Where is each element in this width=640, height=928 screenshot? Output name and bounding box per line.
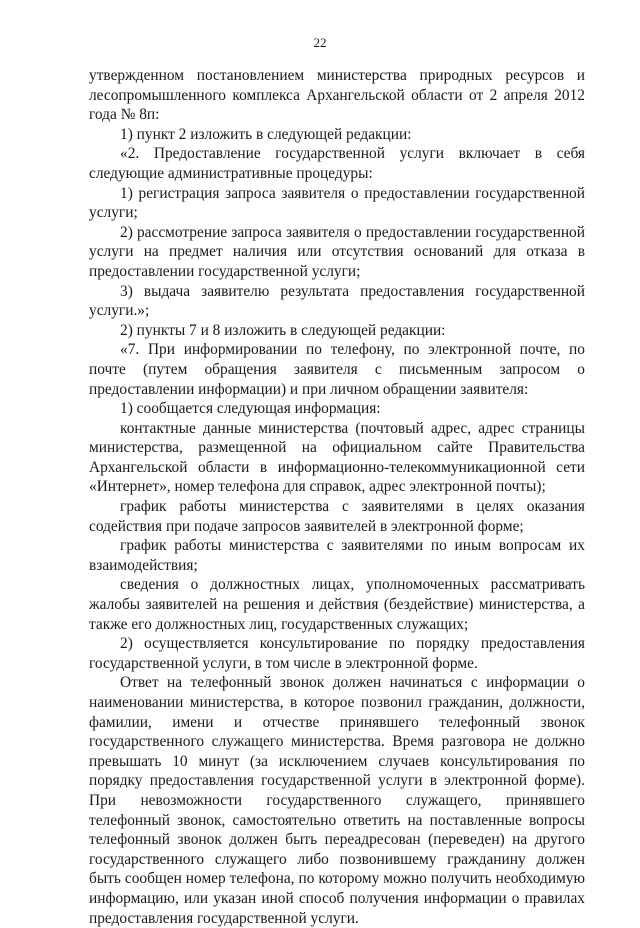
- paragraph-officials-info: сведения о должностных лицах, уполномоченных рассматривать жалобы заявителей на решения и действия (бездействие) министерства, а также его должностных лиц, государственных служащих;: [89, 576, 585, 633]
- paragraph-procedure-3: 3) выдача заявителю результата предоставления государственной услуги.»;: [89, 282, 585, 320]
- paragraph-phone-answer: Ответ на телефонный звонок должен начинаться с информации о наименовании министерства, в которое позвонил гражданин, должности, фамилии, имени и отчестве принявшего телефонный звонок государственного служащего министерства. Время разговора не должно превышать 10 минут (за исключением случаев консультирования по порядку предоставления государственной услуги в электронной форме). При невозможности государственного служащего, принявшего телефонный звонок, самостоятельно ответить на поставленные вопросы телефонный звонок должен быть переадресован (переведен) на другого государственного служащего либо позвонившему гражданину должен быть сообщен номер телефона, по которому можно получить необходимую информацию, или указан иной способ получения информации о правилах предоставления государственной услуги.: [89, 674, 585, 927]
- page-number: 22: [313, 35, 327, 50]
- paragraph-info-list-intro: 1) сообщается следующая информация:: [120, 400, 381, 418]
- paragraph-clause-7: «7. При информировании по телефону, по электронной почте, по почте (путем обращения заявителя с письменным запросом о предоставлении информации) и при личном обращении заявителя:: [89, 341, 585, 398]
- paragraph-procedure-1: 1) регистрация запроса заявителя о предоставлении государственной услуги;: [89, 184, 585, 222]
- paragraph-item-1-point-2: 1) пункт 2 изложить в следующей редакции:: [120, 125, 412, 143]
- paragraph-schedule-electronic: график работы министерства с заявителями в целях оказания содействия при подаче запросов заявителей в электронной форме;: [89, 498, 585, 535]
- document-body: [89, 66, 585, 928]
- paragraph-schedule-other: график работы министерства с заявителями по иным вопросам их взаимодействия;: [89, 537, 585, 574]
- paragraph-clause-2: «2. Предоставление государственной услуги включает в себя следующие административные процедуры:: [89, 145, 585, 182]
- paragraph-procedure-2: 2) рассмотрение запроса заявителя о предоставлении государственной услуги на предмет наличия или отсутствия оснований для отказа в предоставлении государственной услуги;: [89, 223, 585, 280]
- paragraph-item-2-points-7-8: 2) пункты 7 и 8 изложить в следующей редакции:: [120, 321, 446, 339]
- paragraph-contact-data: контактные данные министерства (почтовый адрес, адрес страницы министерства, размещенной на официальном сайте Правительства Архангельской области в информационно-телекоммуникационной сети «Интернет», номер телефона для справок, адрес электронной почты);: [89, 419, 585, 496]
- paragraph-consulting: 2) осуществляется консультирование по порядку предоставления государственной услуги, в том числе в электронной форме.: [89, 635, 585, 672]
- paragraph-continuation: утвержденном постановлением министерства природных ресурсов и лесопромышленного комплекса Архангельской области от 2 апреля 2012 года № 8п:: [89, 67, 585, 124]
